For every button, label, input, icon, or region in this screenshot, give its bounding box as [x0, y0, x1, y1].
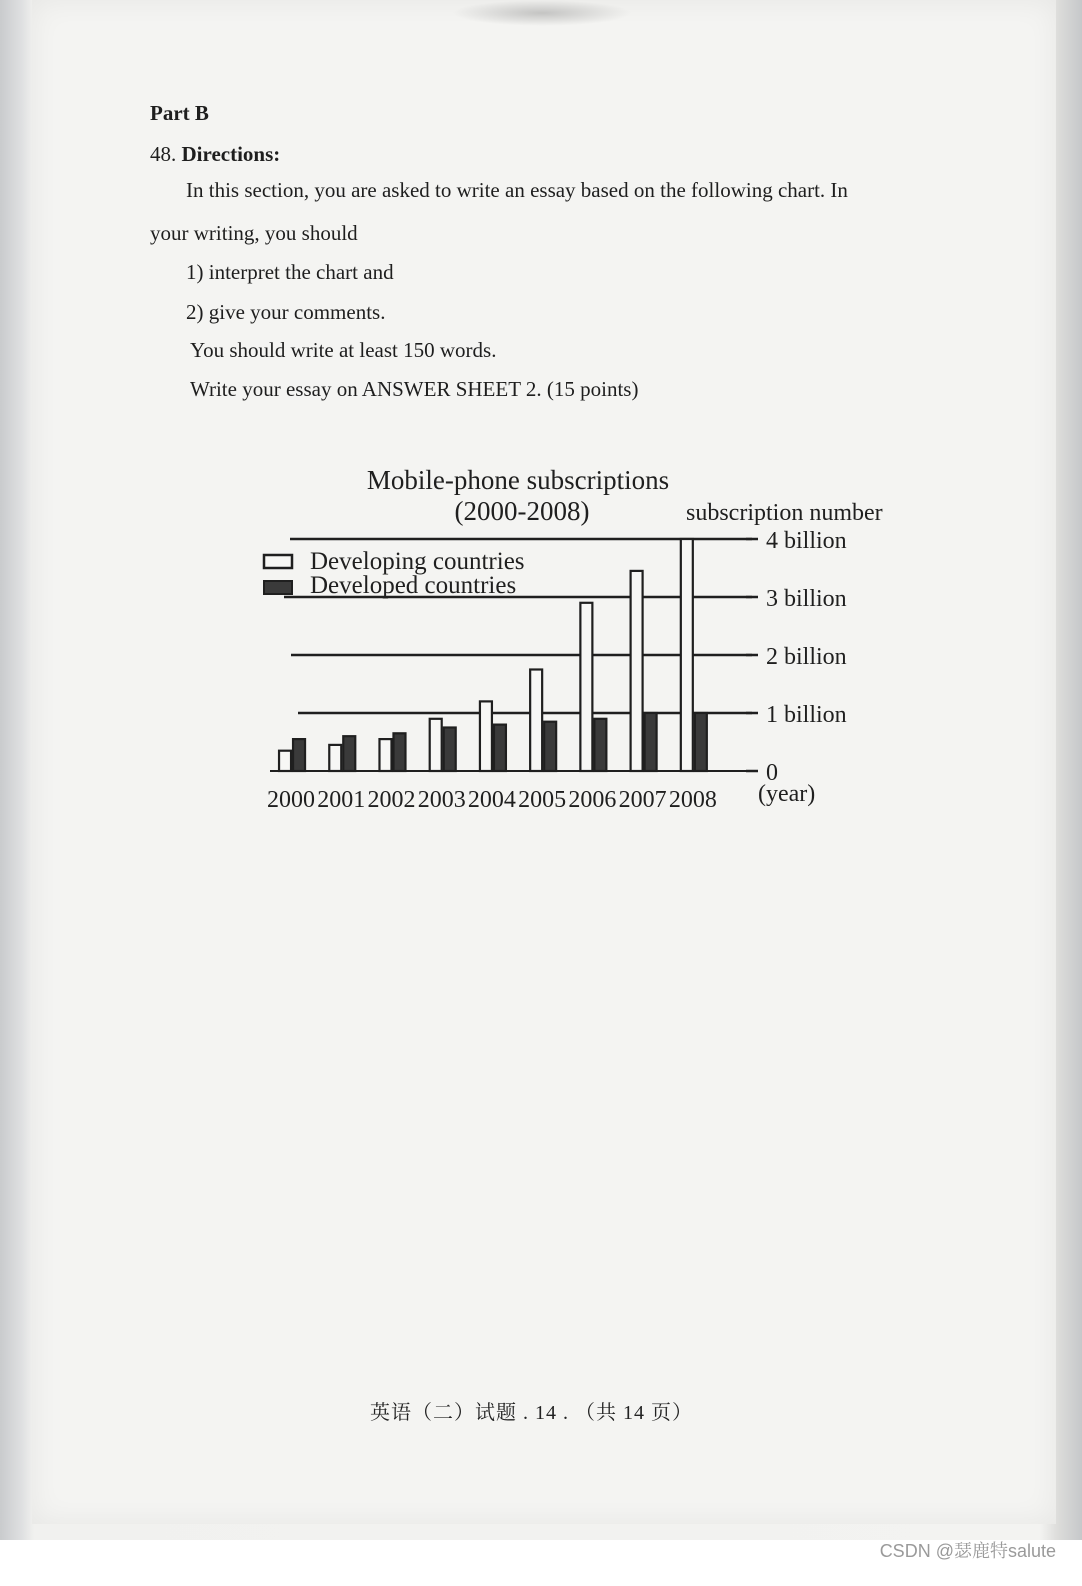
page-footer: 英语（二）试题 . 14 . （共 14 页）: [370, 1402, 693, 1424]
x-tick-label-2004: 2004: [467, 787, 516, 813]
instruction-item-1: 1) interpret the chart and: [186, 260, 394, 284]
x-tick-label-2008: 2008: [668, 787, 717, 813]
y-tick-label-1: 1 billion: [766, 702, 847, 728]
bar-developed-2006: [594, 719, 606, 771]
word-count-instruction: You should write at least 150 words.: [190, 338, 497, 362]
bar-developing-2008: [681, 539, 693, 771]
bar-developing-2006: [580, 603, 592, 771]
y-axis-title: subscription number: [686, 500, 883, 526]
x-tick-label-2001: 2001: [317, 787, 366, 813]
paragraph-line-2: your writing, you should: [150, 221, 358, 245]
x-tick-label-2005: 2005: [518, 787, 567, 813]
bar-developed-2005: [544, 722, 556, 771]
x-axis-title: (year): [758, 781, 816, 807]
x-tick-label-2006: 2006: [568, 787, 617, 813]
subscriptions-chart: [240, 455, 940, 825]
legend-label-developed: Developed countries: [310, 572, 517, 599]
legend-swatch-developed: [264, 581, 292, 594]
csdn-watermark: CSDN @瑟鹿特salute: [879, 1541, 1056, 1561]
bar-developed-2004: [494, 725, 506, 771]
scan-smudge: [452, 0, 632, 26]
chart-title: Mobile-phone subscriptions: [366, 465, 670, 495]
x-axis-labels: [267, 781, 815, 813]
bar-developing-2002: [379, 739, 391, 771]
x-tick-label-2003: 2003: [417, 787, 466, 813]
bar-developed-2001: [343, 736, 355, 771]
bar-developed-2008: [695, 713, 707, 771]
legend-swatch-developing: [264, 555, 292, 568]
paragraph-line-1: In this section, you are asked to write an essay based on the following chart. In: [186, 178, 848, 202]
y-tick-label-4: 4 billion: [766, 528, 847, 554]
bar-developing-2000: [279, 751, 291, 771]
bar-developed-2002: [393, 733, 405, 771]
question-number: 48.: [150, 142, 177, 166]
directions-label: Directions:: [181, 142, 281, 166]
y-tick-label-0: 0: [766, 760, 778, 786]
bar-developing-2003: [430, 719, 442, 771]
part-heading: Part B: [150, 101, 209, 125]
bar-developing-2001: [329, 745, 341, 771]
y-tick-label-3: 3 billion: [766, 586, 847, 612]
chart-subtitle: (2000-2008): [454, 496, 590, 526]
answer-sheet-instruction: Write your essay on ANSWER SHEET 2. (15 points): [190, 377, 639, 401]
bar-developed-2003: [444, 728, 456, 772]
chart-legend: [264, 548, 525, 599]
x-tick-label-2007: 2007: [618, 787, 667, 813]
question-line: [150, 141, 280, 167]
bar-developed-2007: [645, 713, 657, 771]
legend-label-developing: Developing countries: [310, 548, 525, 575]
x-tick-label-2002: 2002: [367, 787, 416, 813]
bar-developing-2004: [480, 701, 492, 771]
bar-developing-2005: [530, 670, 542, 772]
instruction-item-2: 2) give your comments.: [186, 300, 386, 324]
y-tick-label-2: 2 billion: [766, 644, 847, 670]
bar-developed-2000: [293, 739, 305, 771]
bar-developing-2007: [631, 571, 643, 771]
x-tick-label-2000: 2000: [267, 787, 316, 813]
